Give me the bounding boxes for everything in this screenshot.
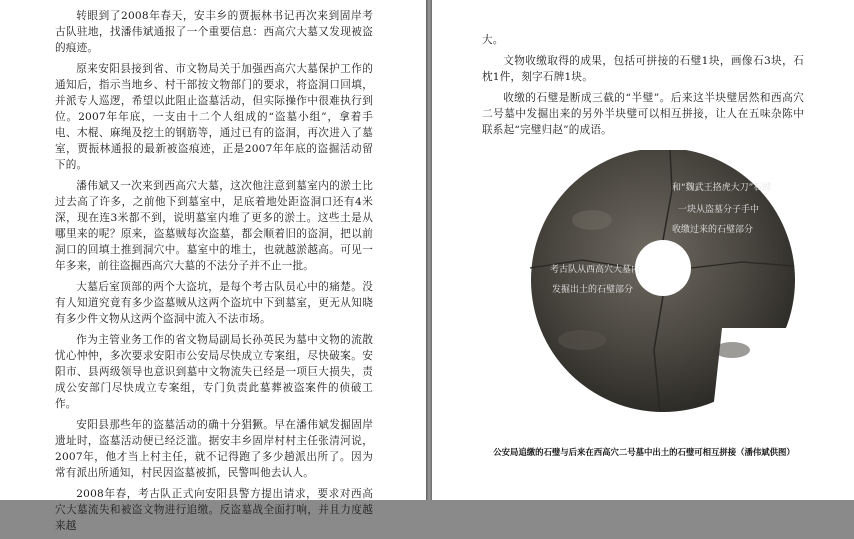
paragraph: 转眼到了2008年春天，安丰乡的贾振林书记再次来到固岸考古队驻地，找潘伟斌通报了一个重要信息：西高穴大墓又发现被盗的痕迹。 <box>55 10 373 54</box>
paragraph: 大墓后室顶部的两个大盗坑，是每个考古队员心中的痛楚。没有人知道究竟有多少盗墓贼从这两个盗坑中下到墓室，更无从知晓有多少件文物从这两个盗洞中流入不法市场。 <box>55 281 373 325</box>
paragraph: 大。 <box>482 34 504 46</box>
right-page <box>432 0 854 500</box>
paragraph: 原来安阳县接到省、市文物局关于加强西高穴大墓保护工作的通知后，指示当地乡、村干部按文物部门的要求，将盗洞口回填，并派专人巡逻，希望以此阻止盗墓活动，但实际操作中很难执行到位。2007年年底，一支由十二个人组成的“盗墓小组”，拿着手电、木棍、麻绳及挖土的钢筋等，通过已有的盗洞，再次进入了墓室，贾振林通报的最新被盗痕迹，正是2007年年底的盗掘活动留下的。 <box>55 63 373 171</box>
photo-annotation: 和“魏武王挌虎大刀”石牌 <box>672 183 772 193</box>
photo-caption: 公安局追缴的石璧与后来在西高穴二号墓中出土的石璧可相互拼接（潘伟斌供图） <box>493 447 795 457</box>
paragraph: 收缴的石璧是断成三截的“半璧”。后来这半块璧居然和西高穴二号墓中发掘出来的另外半块璧可以相互拼接，让人在五味杂陈中联系起“完璧归赵”的成语。 <box>482 92 804 136</box>
photo-annotation: 考古队从西高穴大墓内 <box>550 265 641 275</box>
paragraph: 安阳县那些年的盗墓活动的确十分猖獗。早在潘伟斌发掘固岸遗址时，盗墓活动便已经泛滥。据安丰乡固岸村村主任张清河说，2007年，他才当上村主任，就不记得跑了多少趟派出所了。因为常有派出所通知，村民因盗墓被抓，民警叫他去认人。 <box>55 419 373 479</box>
paragraph: 文物收缴取得的成果，包括可拼接的石璧1块，画像石3块，石枕1件，刻字石牌1块。 <box>482 55 804 83</box>
photo-annotation: 收缴过来的石璧部分 <box>672 225 754 235</box>
right-page-text <box>482 32 804 143</box>
paragraph: 潘伟斌又一次来到西高穴大墓，这次他注意到墓室内的淤土比过去高了许多，之前他下到墓室中，足底着地处距盗洞口还有4米深，现在连3米都不到，说明墓室内堆了更多的淤土。这些土是从哪里来的呢？原来，盗墓贼每次盗墓，都会顺着旧的盗洞，把以前洞口的回填土推到洞穴中。墓室中的堆土，也就越淤越高。可见一年多来，前往盗掘西高穴大墓的不法分子并不止一批。 <box>55 180 373 272</box>
stone-bi-disc-photo <box>522 150 804 420</box>
left-page <box>0 0 426 532</box>
left-page-text <box>55 8 373 539</box>
paragraph: 2008年春，考古队正式向安阳县警方提出请求，要求对西高穴大墓流失和被盗文物进行追缴。反盗墓战全面打响，并且力度越来越 <box>55 488 373 532</box>
photo-annotation: 发掘出土的石璧部分 <box>552 285 634 295</box>
photo-annotation: 一块从盗墓分子手中 <box>678 205 760 215</box>
paragraph: 作为主管业务工作的省文物局副局长孙英民为墓中文物的流散忧心忡忡，多次要求安阳市公安局尽快成立专案组，尽快破案。安阳市、县两级领导也意识到墓中文物流失已经是一项巨大损失，责成公安部门尽快成立专案组，专门负责此墓葬被盗案件的侦破工作。 <box>55 334 373 410</box>
